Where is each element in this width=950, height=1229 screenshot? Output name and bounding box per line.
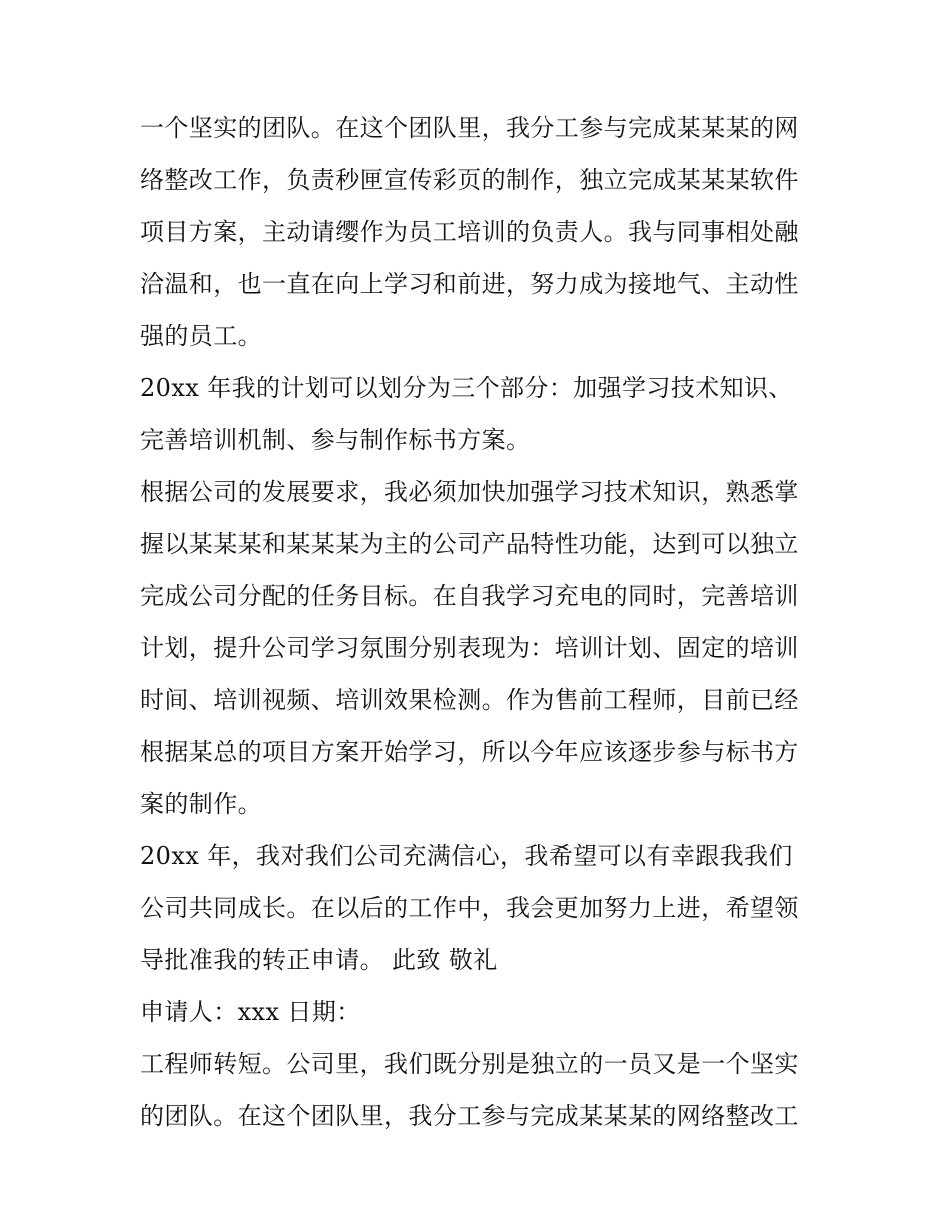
text-line: 案的制作。 (140, 790, 262, 818)
paragraph-signature (140, 986, 820, 1038)
text-line: 根据公司的发展要求，我必须加快加强学习技术知识，熟悉掌 (140, 478, 799, 506)
text-line: 根据某总的项目方案开始学习，所以今年应该逐步参与标书方 (140, 738, 799, 766)
paragraph-confidence (140, 830, 820, 986)
paragraph-repeat (140, 1038, 820, 1142)
paragraph-study (140, 466, 820, 830)
text-line: 工程师转短。公司里，我们既分别是独立的一员又是一个坚实 (140, 1050, 799, 1078)
text-line: 完成公司分配的任务目标。在自我学习充电的同时，完善培训 (140, 582, 799, 610)
text-line: 的团队。在这个团队里，我分工参与完成某某某的网络整改工 (140, 1102, 799, 1130)
text-line: 握以某某某和某某某为主的公司产品特性功能，达到可以独立 (140, 530, 799, 558)
text-line: 洽温和，也一直在向上学习和前进，努力成为接地气、主动性 (140, 270, 799, 298)
text-line: 项目方案，主动请缨作为员工培训的负责人。我与同事相处融 (140, 218, 799, 246)
text-line: 20xx 年我的计划可以划分为三个部分：加强学习技术知识、 (140, 374, 793, 402)
text-line: 一个坚实的团队。在这个团队里，我分工参与完成某某某的网 (140, 114, 799, 142)
text-line: 时间、培训视频、培训效果检测。作为售前工程师，目前已经 (140, 686, 799, 714)
document-body (140, 102, 820, 1142)
text-line: 完善培训机制、参与制作标书方案。 (140, 426, 531, 454)
text-line: 强的员工。 (140, 322, 262, 350)
text-line: 计划，提升公司学习氛围分别表现为：培训计划、固定的培训 (140, 634, 799, 662)
text-line: 公司共同成长。在以后的工作中，我会更加努力上进，希望领 (140, 894, 799, 922)
text-line: 申请人：xxx 日期： (140, 998, 361, 1026)
paragraph-team (140, 102, 820, 362)
paragraph-plan (140, 362, 820, 466)
text-line: 导批准我的转正申请。 此致 敬礼 (140, 946, 498, 974)
text-line: 20xx 年，我对我们公司充满信心，我希望可以有幸跟我我们 (140, 842, 793, 870)
text-line: 络整改工作，负责秒匣宣传彩页的制作，独立完成某某某软件 (140, 166, 799, 194)
